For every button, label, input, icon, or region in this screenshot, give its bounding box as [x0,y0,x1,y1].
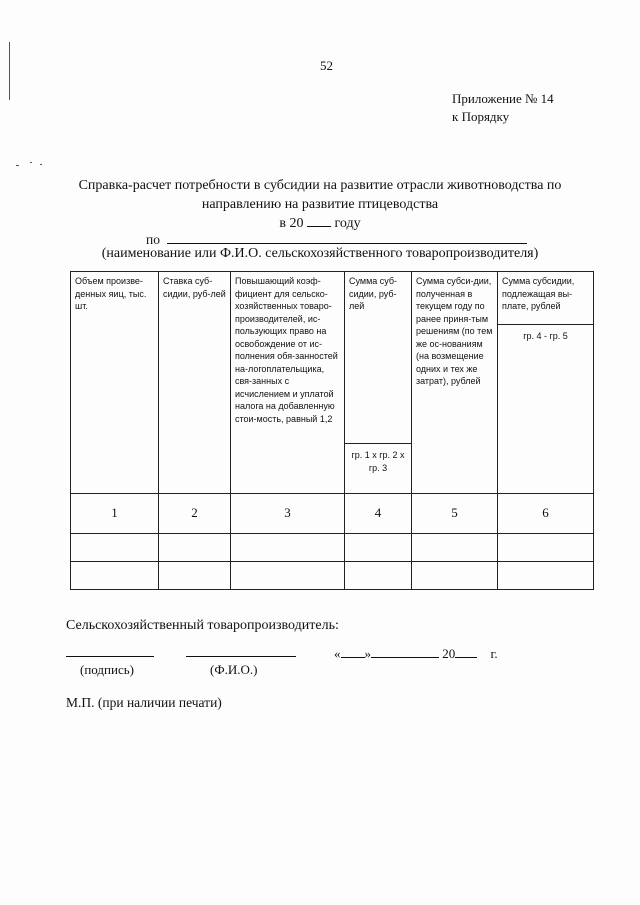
column-number-2: 2 [159,494,231,534]
header-col-1: Объем произве-денных яиц, тыс. шт. [71,272,159,494]
column-number-3: 3 [231,494,345,534]
table-cell[interactable] [71,562,159,590]
name-line[interactable] [186,656,296,657]
signature-caption: (подпись) [80,662,134,677]
date-year-blank[interactable] [455,646,477,658]
scan-margin-mark [30,162,32,163]
appendix-number: Приложение № 14 [452,91,554,106]
appendix-order: к Порядку [452,109,510,124]
table-cell[interactable] [71,534,159,562]
formula-col-4: гр. 1 х гр. 2 х гр. 3 [345,444,412,494]
year-prefix: в 20 [279,216,304,231]
column-number-5: 5 [412,494,498,534]
year-blank[interactable] [307,214,331,227]
name-caption: (Ф.И.О.) [210,662,258,677]
table-cell[interactable] [231,534,345,562]
header-col-5: Сумма субси-дии, полученная в текущем году по ранее приня-тым решениям (по тем же ос-нованиям (на возмещение одних и тех же затрат), рублей [412,272,498,494]
table-cell[interactable] [412,534,498,562]
producer-label: Сельскохозяйственный товаропроизводитель: [66,618,339,633]
table-cell[interactable] [498,534,594,562]
calculation-table [70,271,594,590]
title-line-1: Справка-расчет потребности в субсидии на развитие отрасли животноводства по [78,178,562,193]
producer-name-blank[interactable] [167,231,527,244]
scan-margin-mark [40,164,42,165]
table-cell[interactable] [345,534,412,562]
table-cell[interactable] [345,562,412,590]
date-close-quote: » [364,646,371,661]
date-month-blank[interactable] [371,646,439,658]
producer-prefix: по [146,232,160,247]
header-col-4: Сумма суб-сидии, руб-лей [345,272,412,444]
table-cell[interactable] [159,562,231,590]
date-open-quote: « [334,646,341,661]
table-cell[interactable] [498,562,594,590]
column-number-4: 4 [345,494,412,534]
header-col-3: Повышающий коэф-фициент для сельско-хозяйственных товаро-производителей, ис-пользующих право на освобождение от ис-полнения обя-занностей на-логоплательщика, свя-занных с исчислением и уплатой налога на добавленную стои-мость, равный 1,2 [231,272,345,494]
year-suffix: году [334,216,361,231]
table-row [71,562,594,590]
header-col-2: Ставка суб-сидии, руб-лей [159,272,231,494]
document-title [40,176,600,233]
header-col-6: Сумма субсидии, подлежащая вы-плате, рублей [498,272,594,325]
date-day-blank[interactable] [341,646,365,658]
producer-caption: (наименование или Ф.И.О. сельскохозяйственного товаропроизводителя) [101,246,539,261]
page-number: 52 [320,58,333,73]
table-cell[interactable] [159,534,231,562]
date-field [334,646,498,662]
title-line-2: направлению на развитие птицеводства [201,197,439,212]
column-number-1: 1 [71,494,159,534]
appendix-reference [452,90,554,126]
signature-line[interactable] [66,656,154,657]
scan-margin-mark [9,42,10,100]
stamp-label: М.П. (при наличии печати) [66,695,222,710]
formula-col-6: гр. 4 - гр. 5 [498,325,594,494]
column-number-6: 6 [498,494,594,534]
table-row [71,534,594,562]
table-cell[interactable] [231,562,345,590]
table-cell[interactable] [412,562,498,590]
scan-margin-mark [16,165,19,166]
date-year-prefix: 20 [442,646,456,661]
date-year-suffix: г. [490,646,498,661]
